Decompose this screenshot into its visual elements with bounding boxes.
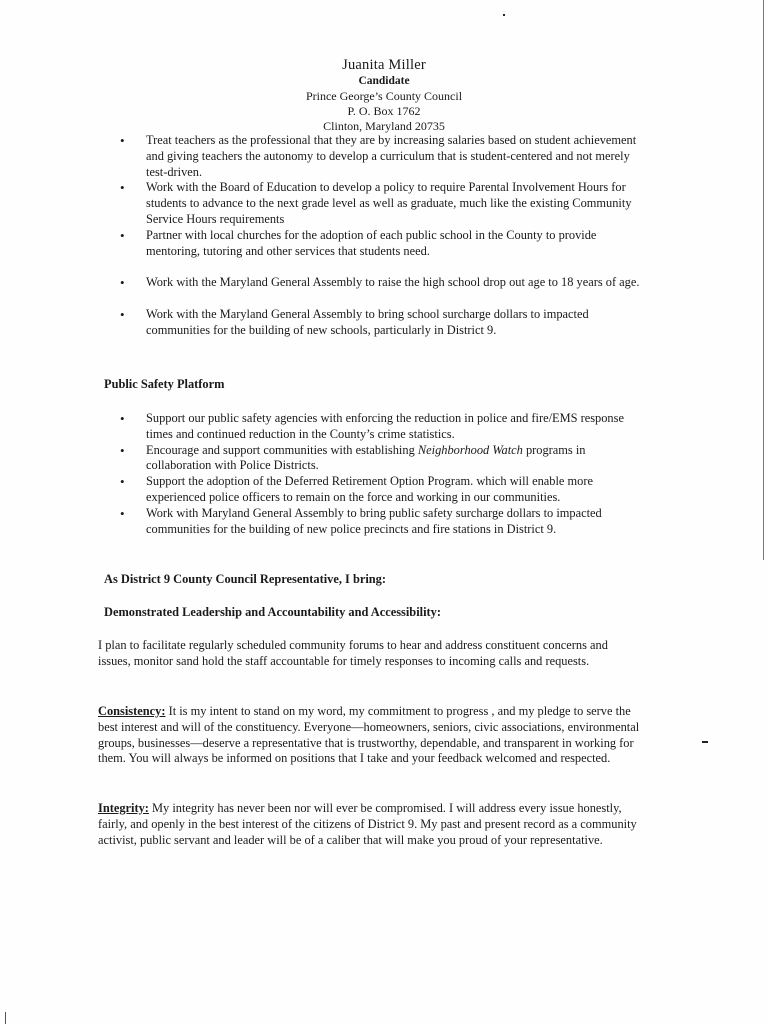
consistency-text: It is my intent to stand on my word, my commitment to progress , and my pledge to serve the best interest and will of the constituency. Everyone—homeowners, seniors, civic associations, environmental groups, businesses—deserve a representative that is trustworthy, dependable, and transparent in working for them. You will always be informed on positions that I take and your feedback welcomed and respected. [98,704,640,766]
list-item [0,474,646,506]
po-box-line: P. O. Box 1762 [347,104,421,118]
scan-corner-mark [5,1012,6,1024]
office-line: Prince George’s County Council [305,89,463,103]
bullet-text: Work with the Maryland General Assembly to raise the high school drop out age to 18 years of age. [146,275,640,290]
consistency-label: Consistency: [98,704,166,718]
bullet-text: Treat teachers as the professional that they are by increasing salaries based on student achievement and giving teachers the autonomy to develop a curriculum that is student-centered and not merely test-driven. [146,133,637,179]
bullet-text: Support our public safety agencies with enforcing the reduction in police and fire/EMS response times and continued reduction in the County’s crime statistics. [146,411,624,441]
bullet-glyph: • [120,227,125,243]
list-item [0,228,646,260]
integrity-label: Integrity: [98,801,149,815]
bullet-text: Support the adoption of the Deferred Retirement Option Program. which will enable more experienced police officers to remain on the force and working in our communities. [146,474,593,504]
bullet-text: Work with the Maryland General Assembly to bring school surcharge dollars to impacted communities for the building of new schools, particularly in District 9. [146,307,589,337]
candidate-header [0,56,768,134]
bullet-glyph: • [120,307,125,323]
forums-paragraph: I plan to facilitate regularly scheduled community forums to hear and address constituent concerns and issues, monitor sand hold the staff accountable for timely responses to incoming calls and requests. [98,638,608,668]
candidate-name: Juanita Miller [342,57,426,73]
bullet-text-continued: programs in collaboration with Police Districts. [146,442,586,473]
bullet-glyph: • [120,133,125,148]
bullet-glyph: • [120,442,125,458]
bullet-glyph: • [120,275,125,291]
bullet-text: Encourage and support communities with establishing [146,442,418,457]
candidate-role: Candidate [358,75,410,87]
bullet-text-emphasis: Neighborhood Watch [417,442,523,457]
list-item [0,180,646,227]
list-item [0,307,646,339]
bullet-glyph: • [120,505,125,521]
list-item [0,411,646,443]
scan-dash [702,741,708,743]
city-line: Clinton, Maryland 20735 [323,119,445,133]
representative-heading: As District 9 County Council Representative, I bring: [104,572,386,586]
bullet-glyph: • [120,180,125,196]
bullet-text: Work with the Board of Education to develop a policy to require Parental Involvement Hours for students to advance to the next grade level as well as graduate, much like the existing Community Service Hours requirements [146,180,632,226]
bullet-text: Work with Maryland General Assembly to bring public safety surcharge dollars to impacted communities for the building of new police precincts and fire stations in District 9. [146,505,602,536]
leadership-subheading: Demonstrated Leadership and Accountability and Accessibility: [104,605,441,619]
public-safety-heading: Public Safety Platform [104,377,225,391]
list-item [0,506,646,538]
public-safety-bullet-list [0,411,646,537]
bullet-glyph: • [120,411,125,426]
integrity-text: My integrity has never been nor will ever be compromised. I will address every issue honestly, fairly, and openly in the best interest of the citizens of District 9. My past and present record as a community activist, public servant and leader will be of a caliber that will make you proud of your representative. [98,801,637,847]
bullet-glyph: • [120,474,125,490]
education-bullet-list [0,133,646,339]
integrity-paragraph [98,801,643,848]
list-item [0,133,646,180]
consistency-paragraph [98,704,650,767]
bullet-text: Partner with local churches for the adoption of each public school in the County to provide mentoring, tutoring and other services that students need. [146,227,597,258]
list-item [0,275,646,291]
scan-speck [503,14,505,16]
list-item [0,443,646,475]
